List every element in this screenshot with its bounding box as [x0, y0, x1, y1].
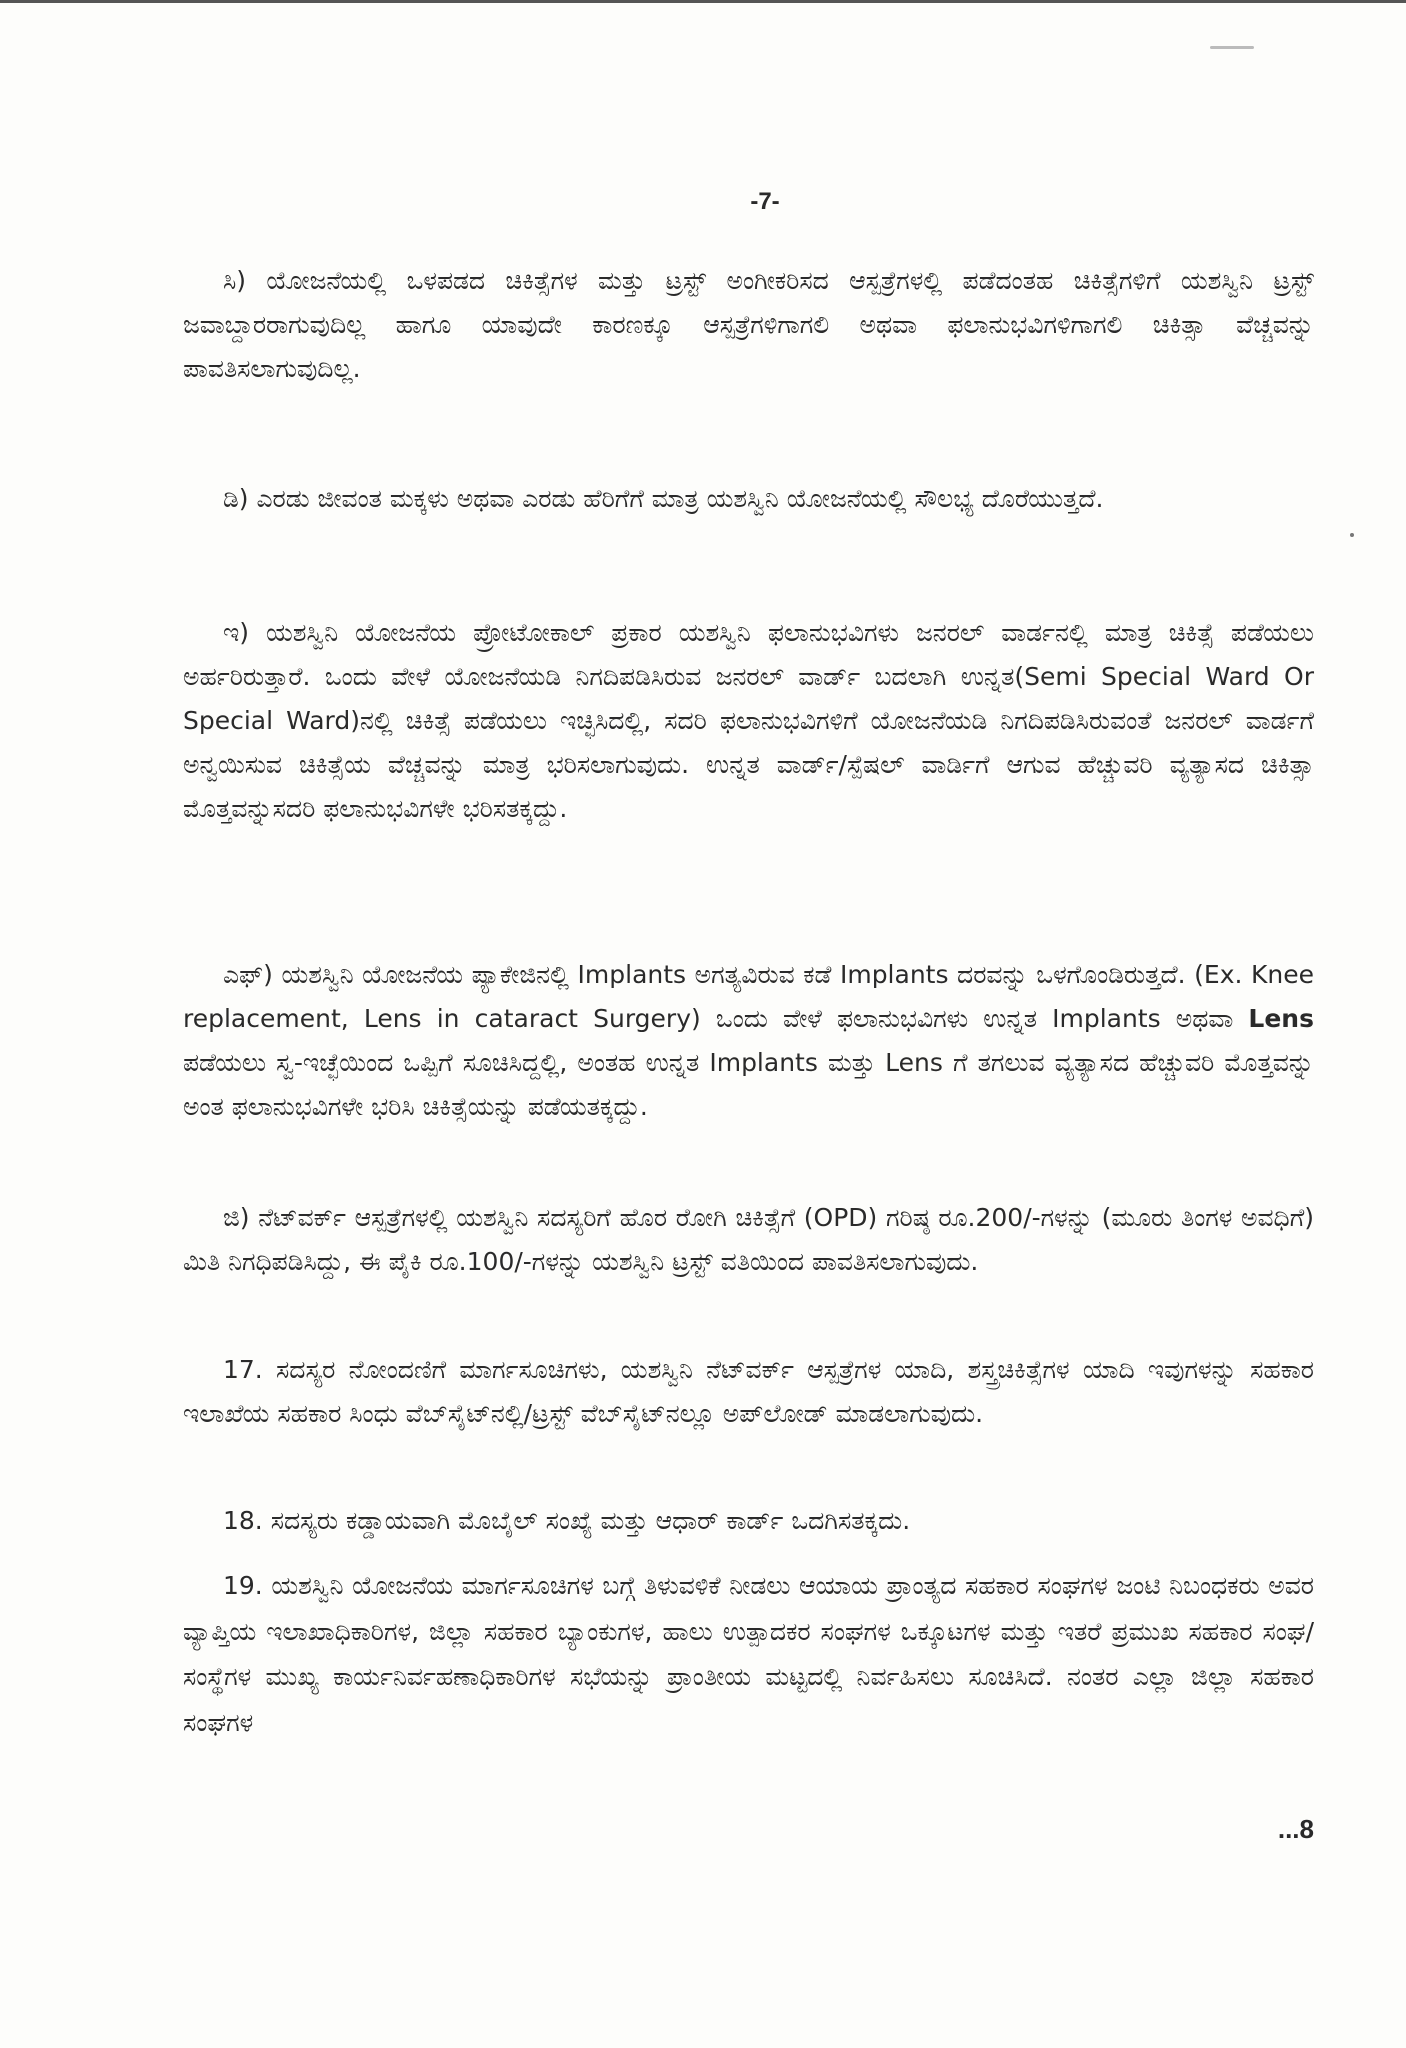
paragraph-e: ಇ) ಯಶಸ್ವಿನಿ ಯೋಜನೆಯ ಪ್ರೋಟೋಕಾಲ್ ಪ್ರಕಾರ ಯಶಸ್ವಿನಿ ಫಲಾನುಭವಿಗಳು ಜನರಲ್ ವಾರ್ಡನಲ್ಲಿ ಮಾತ್ರ ಚಿಕಿತ್ಸೆ ಪಡೆಯಲು ಅರ್ಹರಿರುತ್ತಾರೆ. ಒಂದು ವೇಳೆ ಯೋಜನೆಯಡಿ ನಿಗದಿಪಡಿಸಿರುವ ಜನರಲ್ ವಾರ್ಡ್ ಬದಲಾಗಿ ಉನ್ನತ(Semi Special Ward Or Special Ward)ನಲ್ಲಿ ಚಿಕಿತ್ಸೆ ಪಡೆಯಲು ಇಚ್ಛಿಸಿದಲ್ಲಿ, ಸದರಿ ಫಲಾನುಭವಿಗಳಿಗೆ ಯೋಜನೆಯಡಿ ನಿಗದಿಪಡಿಸಿರುವಂತೆ ಜನರಲ್ ವಾರ್ಡಗೆ ಅನ್ವಯಿಸುವ ಚಿಕಿತ್ಸೆಯ ವೆಚ್ಚವನ್ನು ಮಾತ್ರ ಭರಿಸಲಾಗುವುದು. ಉನ್ನತ ವಾರ್ಡ್/ಸ್ಪೆಷಲ್ ವಾರ್ಡಿಗೆ ಆಗುವ ಹೆಚ್ಚುವರಿ ವ್ಯತ್ಯಾಸದ ಚಿಕಿತ್ಸಾ ಮೊತ್ತವನ್ನುಸದರಿ ಫಲಾನುಭವಿಗಳೇ ಭರಿಸತಕ್ಕದ್ದು. — [183, 618, 1314, 823]
paragraph-17: 17. ಸದಸ್ಯರ ನೋಂದಣಿಗೆ ಮಾರ್ಗಸೂಚಿಗಳು, ಯಶಸ್ವಿನಿ ನೆಟ್‌ವರ್ಕ್ ಆಸ್ಪತ್ರೆಗಳ ಯಾದಿ, ಶಸ್ತ್ರಚಿಕಿತ್ಸೆಗಳ ಯಾದಿ ಇವುಗಳನ್ನು ಸಹಕಾರ ಇಲಾಖೆಯ ಸಹಕಾರ ಸಿಂಧು ವೆಬ್‌ಸೈಟ್‌ನಲ್ಲಿ/ಟ್ರಸ್ಟ್ ವೆಬ್‌ಸೈಟ್‌ನಲ್ಲೂ ಅಪ್‌ಲೋಡ್ ಮಾಡಲಾಗುವುದು. — [183, 1355, 1314, 1428]
paragraph-f-text-2: ಪಡೆಯಲು ಸ್ವ-ಇಚ್ಛೆಯಿಂದ ಒಪ್ಪಿಗೆ ಸೂಚಿಸಿದ್ದಲ್ಲಿ, ಅಂತಹ ಉನ್ನತ Implants ಮತ್ತು Lens ಗೆ ತಗಲುವ ವ್ಯತ್ಯಾಸದ ಹೆಚ್ಚುವರಿ ಮೊತ್ತವನ್ನು ಅಂತ ಫಲಾನುಭವಿಗಳೇ ಭರಿಸಿ ಚಿಕಿತ್ಸೆಯನ್ನು ಪಡೆಯತಕ್ಕದ್ದು. — [183, 1048, 1314, 1121]
paragraph-19: 19. ಯಶಸ್ವಿನಿ ಯೋಜನೆಯ ಮಾರ್ಗಸೂಚಿಗಳ ಬಗ್ಗೆ ತಿಳುವಳಿಕೆ ನೀಡಲು ಆಯಾಯ ಪ್ರಾಂತ್ಯದ ಸಹಕಾರ ಸಂಘಗಳ ಜಂಟಿ ನಿಬಂಧಕರು ಅವರ ವ್ಯಾಪ್ತಿಯ ಇಲಾಖಾಧಿಕಾರಿಗಳ, ಜಿಲ್ಲಾ ಸಹಕಾರ ಬ್ಯಾಂಕುಗಳ, ಹಾಲು ಉತ್ಪಾದಕರ ಸಂಘಗಳ ಒಕ್ಕೂಟಗಳ ಮತ್ತು ಇತರೆ ಪ್ರಮುಖ ಸಹಕಾರ ಸಂಘ/ಸಂಸ್ಥೆಗಳ ಮುಖ್ಯ ಕಾರ್ಯನಿರ್ವಹಣಾಧಿಕಾರಿಗಳ ಸಭೆಯನ್ನು ಪ್ರಾಂತೀಯ ಮಟ್ಟದಲ್ಲಿ ನಿರ್ವಹಿಸಲು ಸೂಚಿಸಿದೆ. ನಂತರ ಎಲ್ಲಾ ಜಿಲ್ಲಾ ಸಹಕಾರ ಸಂಘಗಳ — [183, 1571, 1314, 1737]
paragraph-d: ಡಿ) ಎರಡು ಜೀವಂತ ಮಕ್ಕಳು ಅಥವಾ ಎರಡು ಹೆರಿಗೆಗೆ ಮಾತ್ರ ಯಶಸ್ವಿನಿ ಯೋಜನೆಯಲ್ಲಿ ಸೌಲಭ್ಯ ದೊರೆಯುತ್ತದೆ. — [223, 484, 1104, 513]
paragraph-f-bold-lens: Lens — [1248, 1004, 1314, 1033]
paragraph-g: ಜಿ) ನೆಟ್‌ವರ್ಕ್ ಆಸ್ಪತ್ರೆಗಳಲ್ಲಿ ಯಶಸ್ವಿನಿ ಸದಸ್ಯರಿಗೆ ಹೊರ ರೋಗಿ ಚಿಕಿತ್ಸೆಗೆ (OPD) ಗರಿಷ್ಠ ರೂ.200/-ಗಳನ್ನು (ಮೂರು ತಿಂಗಳ ಅವಧಿಗೆ) ಮಿತಿ ನಿಗಧಿಪಡಿಸಿದ್ದು, ಈ ಪೈಕಿ ರೂ.100/-ಗಳನ್ನು ಯಶಸ್ವಿನಿ ಟ್ರಸ್ಟ್ ವತಿಯಿಂದ ಪಾವತಿಸಲಾಗುವುದು. — [183, 1203, 1314, 1276]
paragraph-18: 18. ಸದಸ್ಯರು ಕಡ್ಡಾಯವಾಗಿ ಮೊಬೈಲ್ ಸಂಖ್ಯೆ ಮತ್ತು ಆಧಾರ್ ಕಾರ್ಡ್ ಒದಗಿಸತಕ್ಕದು. — [223, 1506, 911, 1535]
paragraph-f — [183, 953, 1314, 1129]
scan-edge — [0, 0, 1406, 3]
continuation-marker: ...8 — [1277, 1814, 1314, 1844]
paragraph-f-text-1: ಎಫ್) ಯಶಸ್ವಿನಿ ಯೋಜನೆಯ ಪ್ಯಾಕೇಜಿನಲ್ಲಿ Implants ಅಗತ್ಯವಿರುವ ಕಡೆ Implants ದರವನ್ನು ಒಳಗೊಂಡಿರುತ್ತದೆ. (Ex. Knee replacement, Lens in cataract Surgery) ಒಂದು ವೇಳೆ ಫಲಾನುಭವಿಗಳು ಉನ್ನತ Implants ಅಥವಾ — [183, 960, 1314, 1033]
paragraph-c: ಸಿ) ಯೋಜನೆಯಲ್ಲಿ ಒಳಪಡದ ಚಿಕಿತ್ಸೆಗಳ ಮತ್ತು ಟ್ರಸ್ಟ್ ಅಂಗೀಕರಿಸದ ಆಸ್ಪತ್ರೆಗಳಲ್ಲಿ ಪಡೆದಂತಹ ಚಿಕಿತ್ಸೆಗಳಿಗೆ ಯಶಸ್ವಿನಿ ಟ್ರಸ್ಟ್ ಜವಾಬ್ದಾರರಾಗುವುದಿಲ್ಲ ಹಾಗೂ ಯಾವುದೇ ಕಾರಣಕ್ಕೂ ಆಸ್ಪತ್ರೆಗಳಿಗಾಗಲಿ ಅಥವಾ ಫಲಾನುಭವಿಗಳಿಗಾಗಲಿ ಚಿಕಿತ್ಸಾ ವೆಚ್ಚವನ್ನು ಪಾವತಿಸಲಾಗುವುದಿಲ್ಲ. — [183, 266, 1314, 383]
scan-dot — [1350, 533, 1354, 537]
scan-mark — [1210, 46, 1254, 49]
page-number: -7- — [750, 188, 780, 215]
